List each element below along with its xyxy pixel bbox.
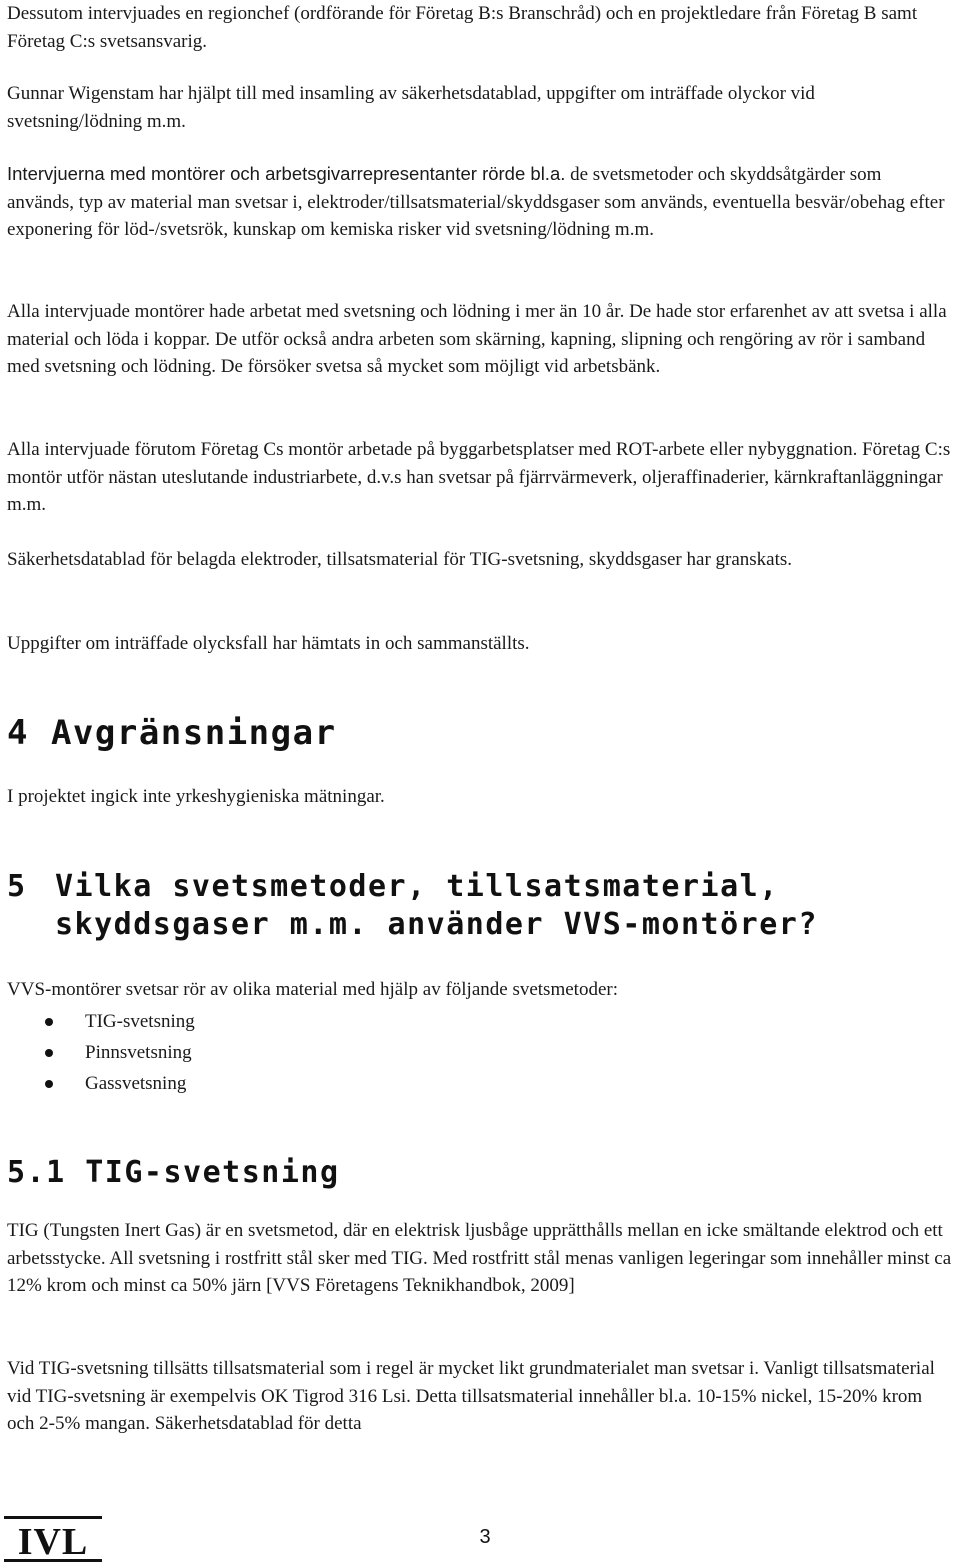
page-number: 3: [479, 1526, 491, 1548]
paragraph-limitations: I projektet ingick inte yrkeshygieniska mätningar.: [7, 786, 385, 807]
paragraph-interview-topics: [7, 160, 953, 244]
paragraph-tig-filler: Vid TIG-svetsning tillsätts tillsatsmaterial som i regel är mycket likt grundmaterialet man svetsar i. Vanligt tillsatsmaterial vid TIG-svetsning är exempelvis OK Tigrod 316 Lsi. Detta tillsatsmaterial innehåller bl.a. 10-15% nickel, 15-20% krom och 2-5% mangan. Säkerhetsdatablad för detta: [7, 1358, 935, 1435]
logo-text: IVL: [17, 1521, 89, 1563]
paragraph-interview-topics-lead: Intervjuerna med montörer och arbetsgivarrepresentanter rörde bl.a.: [7, 163, 566, 184]
bullet-icon: [45, 1018, 53, 1026]
paragraph-methods-intro: VVS-montörer svetsar rör av olika material med hjälp av följande svetsmetoder:: [7, 979, 618, 1000]
heading-section-5-line1: Vilka svetsmetoder, tillsatsmaterial,: [55, 869, 779, 904]
paragraph-interviews: Dessutom intervjuades en regionchef (ordförande för Företag B:s Branschråd) och en projektledare från Företag B samt Företag C:s svetsansvarig.: [7, 3, 918, 52]
paragraph-interview-topics-body: de svetsmetoder och skyddsåtgärder som används, typ av material man svetsar i, elektroder/tillsatsmaterial/skyddsgaser som används, eventuella besvär/obehag efter exponering för löd-/svetsrök, kunskap om kemiska risker vid svetsning/lödning m.m.: [7, 164, 945, 241]
list-item: [7, 1070, 195, 1101]
paragraph-data-collection: Gunnar Wigenstam har hjälpt till med insamling av säkerhetsdatablad, uppgifter om inträffade olyckor vid svetsning/lödning m.m.: [7, 83, 815, 132]
list-item: [7, 1039, 195, 1070]
heading-section-5-number: 5: [7, 869, 27, 904]
paragraph-workplaces: Alla intervjuade förutom Företag Cs montör arbetade på byggarbetsplatser med ROT-arbete eller nybyggnation. Företag C:s montör utför nästan uteslutande industriarbete, d.v.s han svetsar på fjärrvärmeverk, oljeraffinaderier, kärnkraftanläggningar m.m.: [7, 439, 951, 516]
list-item: [7, 1008, 195, 1039]
list-item-label: Pinnsvetsning: [85, 1042, 192, 1063]
paragraph-accidents: Uppgifter om inträffade olycksfall har hämtats in och sammanställts.: [7, 633, 530, 654]
welding-methods-list: [7, 1008, 195, 1101]
heading-section-4: 4 Avgränsningar: [7, 713, 337, 753]
paragraph-experience: Alla intervjuade montörer hade arbetat med svetsning och lödning i mer än 10 år. De hade stor erfarenhet av att svetsa i alla material och löda i koppar. De utför också andra arbeten som skärning, kapning, slipning och rengöring av rör i samband med svetsning och lödning. De försöker svetsa så mycket som möjligt vid arbetsbänk.: [7, 301, 947, 378]
paragraph-safety-sheets: Säkerhetsdatablad för belagda elektroder, tillsatsmaterial för TIG-svetsning, skyddsgaser har granskats.: [7, 549, 793, 570]
list-item-label: TIG-svetsning: [85, 1011, 195, 1032]
heading-section-5-line2: skyddsgaser m.m. använder VVS-montörer?: [55, 907, 818, 942]
heading-section-5: [7, 868, 818, 944]
ivl-logo: [4, 1514, 102, 1564]
heading-section-5-1: 5.1 TIG-svetsning: [7, 1155, 340, 1190]
paragraph-tig-definition: TIG (Tungsten Inert Gas) är en svetsmetod, där en elektrisk ljusbåge upprätthålls mellan en icke smältande elektrod och ett arbetsstycke. All svetsning i rostfritt stål sker med TIG. Med rostfritt stål menas vanligen legeringar som innehåller minst ca 12% krom och minst ca 50% järn [VVS Företagens Teknikhandbok, 2009]: [7, 1220, 952, 1297]
list-item-label: Gassvetsning: [85, 1073, 187, 1094]
bullet-icon: [45, 1080, 53, 1088]
bullet-icon: [45, 1049, 53, 1057]
